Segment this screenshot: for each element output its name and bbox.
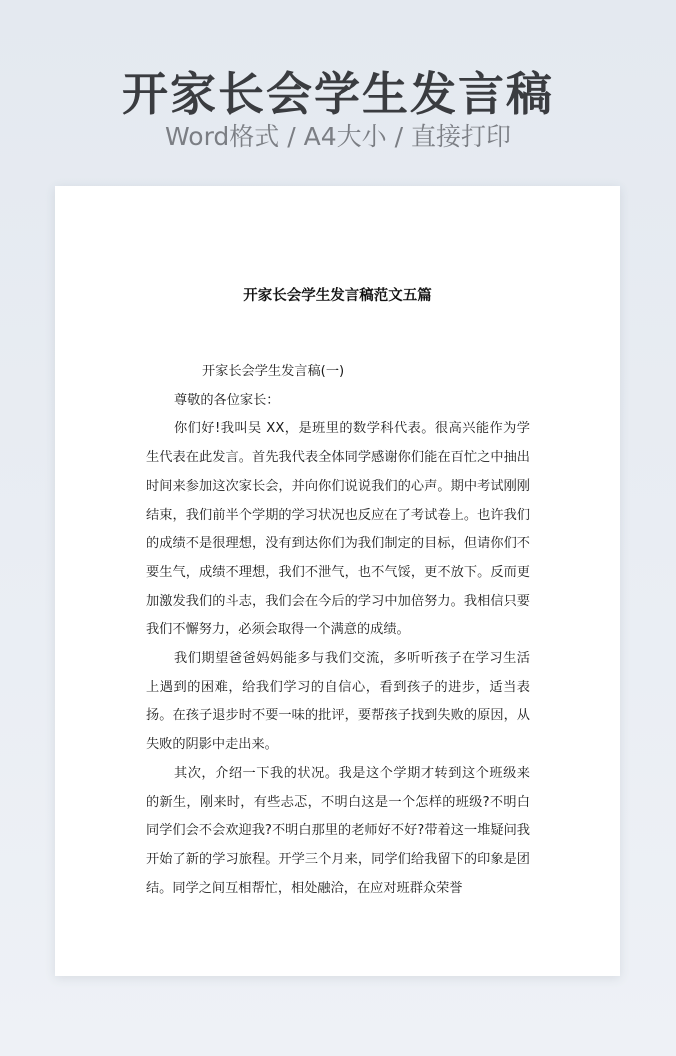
page-subtitle: Word格式 / A4大小 / 直接打印 <box>165 122 511 151</box>
section-heading: 开家长会学生发言稿(一) <box>202 364 345 379</box>
document-page <box>55 186 620 976</box>
paragraph: 你们好!我叫吴 XX，是班里的数学科代表。很高兴能作为学生代表在此发言。首先我代表全体同学感谢你们能在百忙之中抽出时间来参加这次家长会，并向你们说说我们的心声。期中考试刚刚结束，我们前半个学期的学习状况也反应在了考试卷上。也许我们的成绩不是很理想，没有到达你们为我们制定的目标，但请你们不要生气，成绩不理想，我们不泄气，也不气馁，更不放下。反而更加激发我们的斗志，我们会在今后的学习中加倍努力。我相信只要我们不懈努力，必须会取得一个满意的成绩。 <box>146 421 530 638</box>
salutation: 尊敬的各位家长： <box>174 392 280 408</box>
paragraph: 我们期望爸爸妈妈能多与我们交流，多听听孩子在学习生活上遇到的困难，给我们学习的自信心，看到孩子的进步，适当表扬。在孩子退步时不要一味的批评，要帮孩子找到失败的原因，从失败的阴影中走出来。 <box>146 651 530 753</box>
document-title: 开家长会学生发言稿范文五篇 <box>243 288 432 304</box>
paragraph: 其次，介绍一下我的状况。我是这个学期才转到这个班级来的新生，刚来时，有些忐忑，不明白这是一个怎样的班级?不明白同学们会不会欢迎我?不明白那里的老师好不好?带着这一堆疑问我开始了新的学习旅程。开学三个月来，同学们给我留下的印象是团结。同学之间互相帮忙，相处融洽，在应对班群众荣誉 <box>146 765 530 896</box>
page-title: 开家长会学生发言稿 <box>122 67 554 121</box>
document-body <box>146 358 530 910</box>
